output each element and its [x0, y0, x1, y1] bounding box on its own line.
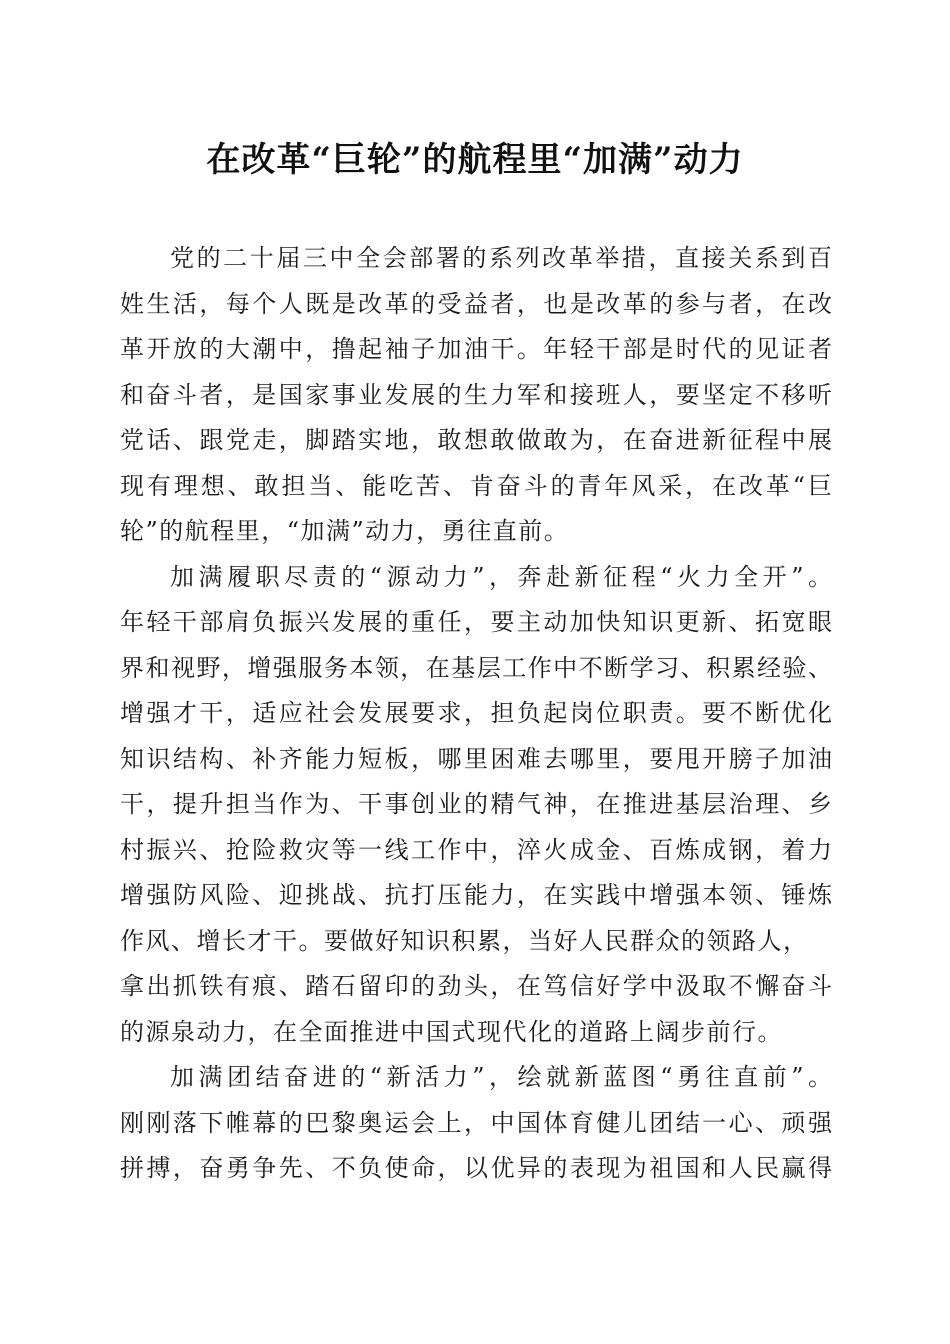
paragraph-2-line-11: 的源泉动力，在全面推进中国式现代化的道路上阔步前行。	[120, 1017, 783, 1046]
paragraph-1-line-1: 党的二十届三中全会部署的系列改革举措，直接关系到百	[170, 244, 832, 272]
paragraph-1-line-5: 党话、跟党走，脚踏实地，敢想敢做敢为，在奋进新征程中展	[120, 426, 832, 454]
paragraph-1-line-2: 姓生活，每个人既是改革的受益者，也是改革的参与者，在改	[120, 289, 832, 318]
paragraph-1-line-6: 现有理想、敢担当、能吃苦、肯奋斗的青年风采，在改革“巨	[120, 471, 832, 500]
paragraph-3-line-2: 刚刚落下帷幕的巴黎奥运会上，中国体育健儿团结一心、顽强	[120, 1108, 832, 1137]
paragraph-2-line-10: 拿出抓铁有痕、踏石留印的劲头，在笃信好学中汲取不懈奋斗	[120, 972, 832, 1000]
paragraph-3-line-1: 加满团结奋进的“新活力”，绘就新蓝图“勇往直前”。	[170, 1063, 832, 1091]
paragraph-3-line-3: 拼搏，奋勇争先、不负使命，以优异的表现为祖国和人民赢得	[120, 1154, 832, 1182]
document-title: 在改革“巨轮”的航程里“加满”动力	[206, 140, 744, 180]
paragraph-1-line-4: 和奋斗者，是国家事业发展的生力军和接班人，要坚定不移听	[120, 380, 832, 409]
paragraph-2-line-7: 村振兴、抢险救灾等一线工作中，淬火成金、百炼成钢，着力	[120, 835, 832, 864]
paragraph-2-line-6: 干，提升担当作为、干事创业的精气神，在推进基层治理、乡	[120, 790, 832, 818]
paragraph-2-line-5: 知识结构、补齐能力短板，哪里困难去哪里，要甩开膀子加油	[120, 744, 832, 773]
paragraph-2-line-1: 加满履职尽责的“源动力”，奔赴新征程“火力全开”。	[170, 562, 832, 591]
paragraph-1-line-7: 轮”的航程里，“加满”动力，勇往直前。	[120, 517, 570, 545]
paragraph-2-line-2: 年轻干部肩负振兴发展的重任，要主动加快知识更新、拓宽眼	[120, 608, 832, 636]
paragraph-1-line-3: 革开放的大潮中，撸起袖子加油干。年轻干部是时代的见证者	[120, 335, 832, 363]
paragraph-2-line-3: 界和视野，增强服务本领，在基层工作中不断学习、积累经验、	[120, 653, 832, 682]
paragraph-2-line-9: 作风、增长才干。要做好知识积累，当好人民群众的领路人，	[120, 926, 809, 955]
document-body	[120, 236, 832, 1192]
paragraph-2-line-8: 增强防风险、迎挑战、抗打压能力，在实践中增强本领、锤炼	[120, 881, 832, 909]
paragraph-2-line-4: 增强才干，适应社会发展要求，担负起岗位职责。要不断优化	[120, 699, 832, 727]
